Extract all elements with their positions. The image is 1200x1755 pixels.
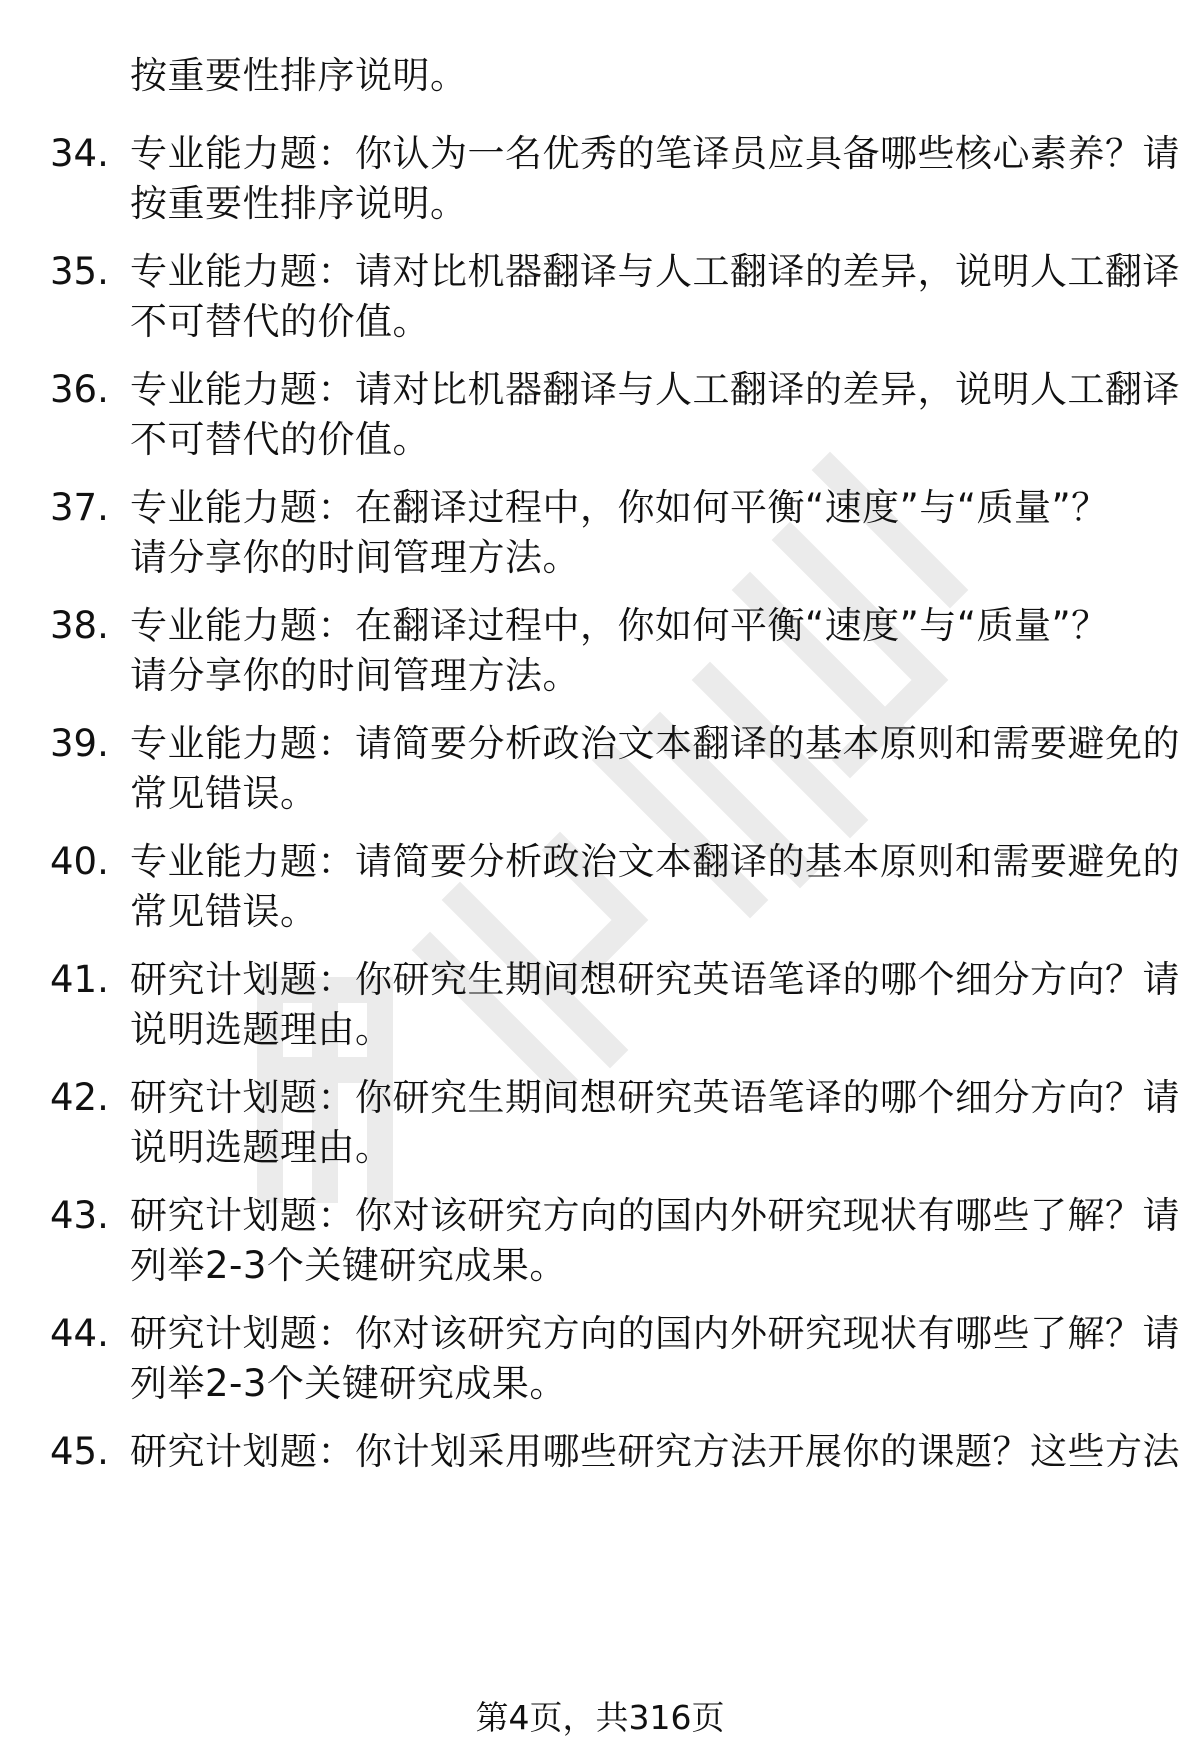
item-text-line1: 研究计划题：你计划采用哪些研究方法开展你的课题？这些方法 [130,1430,1180,1473]
continuation-text: 按重要性排序说明。 [130,54,468,97]
item-number: 44. [50,1312,109,1355]
item-text-line2: 请分享你的时间管理方法。 [130,654,580,697]
item-number: 45. [50,1430,109,1473]
item-number: 39. [50,722,109,765]
item-text-line1: 专业能力题：请对比机器翻译与人工翻译的差异，说明人工翻译 [130,250,1180,293]
item-text-line1: 研究计划题：你研究生期间想研究英语笔译的哪个细分方向？请 [130,958,1180,1001]
list-item [0,248,1200,358]
item-number: 38. [50,604,109,647]
item-text-line2: 常见错误。 [130,772,318,815]
item-text-line1: 专业能力题：在翻译过程中，你如何平衡“速度”与“质量”？ [130,604,1109,647]
item-text-line2: 按重要性排序说明。 [130,182,468,225]
item-text-line1: 专业能力题：你认为一名优秀的笔译员应具备哪些核心素养？请 [130,132,1180,175]
item-number: 41. [50,958,109,1001]
item-number: 42. [50,1076,109,1119]
list-item [0,1074,1200,1184]
item-text-line1: 专业能力题：请简要分析政治文本翻译的基本原则和需要避免的 [130,840,1180,883]
item-text-line1: 研究计划题：你研究生期间想研究英语笔译的哪个细分方向？请 [130,1076,1180,1119]
list-item [0,602,1200,712]
item-text-line1: 研究计划题：你对该研究方向的国内外研究现状有哪些了解？请 [130,1194,1180,1237]
item-number: 34. [50,132,109,175]
item-number: 43. [50,1194,109,1237]
item-text-line2: 说明选题理由。 [130,1008,393,1051]
list-item [0,956,1200,1066]
list-item [0,366,1200,476]
list-item [0,1428,1200,1538]
item-text-line2: 常见错误。 [130,890,318,933]
list-item [0,484,1200,594]
item-text-line1: 专业能力题：在翻译过程中，你如何平衡“速度”与“质量”？ [130,486,1109,529]
item-text-line2: 列举2-3个关键研究成果。 [130,1244,567,1287]
item-text-line1: 专业能力题：请简要分析政治文本翻译的基本原则和需要避免的 [130,722,1180,765]
list-item [0,720,1200,830]
page-number-footer: 第4页，共316页 [475,1698,725,1737]
item-text-line2: 说明选题理由。 [130,1126,393,1169]
item-text-line2: 列举2-3个关键研究成果。 [130,1362,567,1405]
list-item [0,130,1200,240]
item-number: 36. [50,368,109,411]
item-text-line2: 不可替代的价值。 [130,418,430,461]
item-text-line2: 请分享你的时间管理方法。 [130,536,580,579]
item-text-line1: 专业能力题：请对比机器翻译与人工翻译的差异，说明人工翻译 [130,368,1180,411]
item-number: 35. [50,250,109,293]
list-item [0,1192,1200,1302]
list-item [0,838,1200,948]
item-text-line2: 不可替代的价值。 [130,300,430,343]
item-number: 40. [50,840,109,883]
list-item [0,1310,1200,1420]
item-number: 37. [50,486,109,529]
item-text-line1: 研究计划题：你对该研究方向的国内外研究现状有哪些了解？请 [130,1312,1180,1355]
